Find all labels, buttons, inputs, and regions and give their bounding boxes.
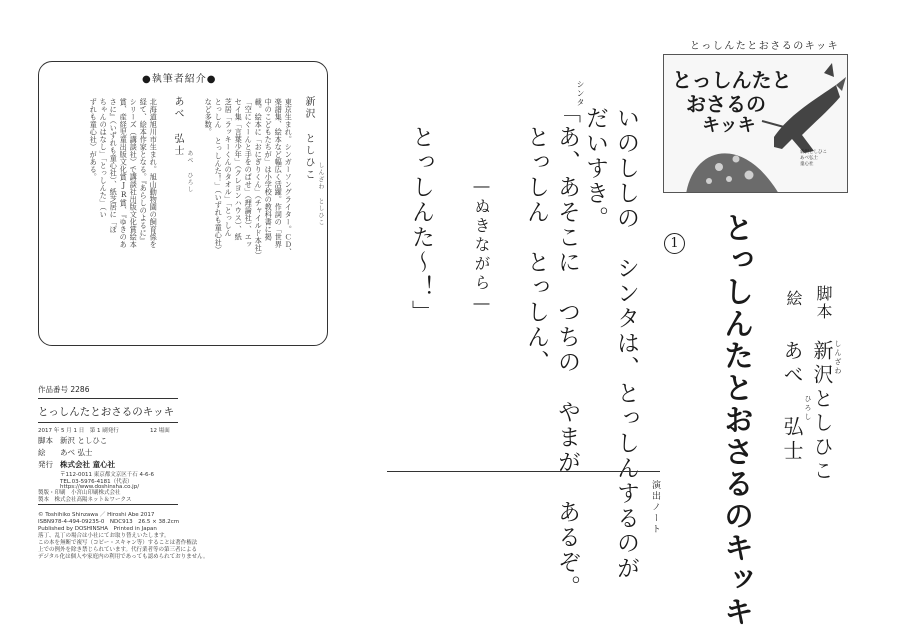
art-author: あべ 弘士 [780, 340, 804, 464]
writer-bio-line: セイ集「言葉少年」（クレヨンハウス）、紙 [234, 98, 244, 241]
art-author-ruby: ひろし [804, 395, 812, 422]
production-line: 製版・印刷 小宮山印刷株式会社 [38, 490, 121, 496]
writer-bio-line: 「空にぐーんと手をのばせ」（理論社）、エッ [244, 98, 254, 249]
script-line-6: とっしんた〜！」 [408, 100, 434, 325]
cover-credit-line: 童心社 [800, 162, 814, 167]
script-line-3: 「あ、あそこに つちの やまが あるぞ。 [554, 100, 580, 600]
address-line: 〒112-0011 東京都文京区千石 4-6-6 [60, 472, 154, 478]
scene-number-badge: 1 [664, 233, 685, 254]
colophon-title: とっしんたとおさるのキッキ [38, 406, 175, 418]
direction-note-label: 演出ノート [650, 480, 660, 535]
illustrator-bio-line: シリーズ（講談社）で講談社出版文化賞絵本 [129, 98, 139, 248]
script-line-1: いのししの シンタは、とっしんするのが [613, 106, 639, 581]
cover-credit-line: あべ弘士 [800, 156, 818, 161]
work-number: 作品番号 2286 [38, 385, 90, 394]
illustrator-bio-line: 経て、絵本作家となる。『あらしのよるに』 [139, 98, 149, 245]
colophon-art-label: 絵 [38, 448, 46, 457]
writer-name: 新沢 としひこ [303, 96, 314, 181]
cover-credit-line: 新沢としひこ [800, 150, 827, 155]
isbn-line: ISBN978-4-494-09235-0 NDC913 26.5 × 38.2cm [38, 519, 180, 525]
writer-bio-line: 東京生まれ。シンガーソングライター。ＣＤ、 [284, 98, 294, 256]
script-label: 脚本 [814, 285, 833, 321]
cover-title-line-2: おさるの [686, 92, 766, 116]
script-author: 新沢としひこ [810, 340, 834, 484]
address-line: https://www.doshinsha.co.jp/ [60, 484, 140, 490]
writer-bio-line: とっしん とっしんた！」（いずれも童心社） [214, 98, 224, 254]
script-line-2: だいすき。 [582, 106, 608, 231]
script-author-ruby: しんざわ [834, 340, 842, 376]
colophon-rule [38, 398, 178, 399]
address-line: TEL.03-5976-4181（代表） [60, 479, 133, 485]
illustrator-name-ruby: あべ ひろし [186, 150, 193, 193]
illustrator-bio-line: ずれも童心社）がある。 [89, 98, 99, 181]
writer-bio-line: 芝居「ラッキーくんのタオル」「とっしん [224, 98, 234, 237]
stage-direction: ―ぬきながら― [472, 176, 491, 315]
shinta-ruby: シンタ [576, 80, 585, 107]
illustrator-bio-line: 北海道旭川市生まれ。旭山動物園の飼育係を [149, 98, 159, 248]
published-line: Published by DOSHINSHA Printed in Japan [38, 526, 157, 532]
writer-bio-line: 楽譜集、絵本など幅広く活躍。作詞の「世界 [274, 98, 284, 248]
illustrator-bio-line: 賞、産経児童出版文化賞JR賞、『ゆきのあ [119, 98, 129, 248]
colophon-art-name: あべ 弘士 [60, 448, 93, 457]
cover-title-line-1: とっしんたと [672, 68, 792, 92]
colophon-script-name: 新沢 としひこ [60, 436, 108, 445]
publish-date: 2017 年 5 月 1 日 第 1 刷発行 [38, 428, 119, 434]
direction-divider [387, 471, 660, 472]
writer-bio-line: 載。絵本に「おにぎりくん」（チャイルド本社） [254, 98, 264, 260]
writer-bio-line: など多数。 [204, 98, 214, 136]
boar-icon [774, 85, 840, 153]
art-label: 絵 [784, 290, 803, 308]
notice-line: 落丁、乱丁の場合は小社にてお取り替えいたします。 [38, 533, 170, 539]
writer-name-ruby: しんざわ としひこ [317, 162, 324, 226]
author-intro-title: ●執筆者紹介● [142, 74, 217, 85]
illustrator-name: あべ 弘士 [172, 96, 183, 157]
cover-caption: とっしんたとおさるのキッキ [690, 41, 840, 52]
notice-line: デジタル化は個人や家庭内の利用であっても認められておりません。 [38, 554, 209, 560]
scene-count: 12 場面 [150, 428, 170, 434]
copyright-line: © Toshihiko Shinzawa ／ Hiroshi Abe 2017 [38, 512, 155, 518]
colophon-rule [38, 422, 178, 423]
dirt-mound-icon [686, 153, 779, 193]
colophon-rule [38, 504, 178, 505]
notice-line: この本を無断で複写（コピー・スキャン等）することは著作権法 [38, 540, 198, 546]
production-line: 製本 株式会社高陽ネット＆ワークス [38, 497, 132, 503]
illustrator-bio-line: さに』（いずれも童心社）、紙芝居に「ぽ [109, 98, 119, 234]
illustrator-bio-line: ちゃんのはなし」「とっしんた」（い [99, 98, 109, 219]
cover-credits [800, 150, 827, 168]
script-line-4: とっしん とっしん、 [523, 100, 549, 375]
notice-line: 上での例外を除き禁じられています。代行業者等の第三者による [38, 547, 198, 553]
writer-bio-line: 中のこどもたちが」は小学校の教科書に掲 [264, 98, 274, 241]
colophon-script-label: 脚本 [38, 436, 53, 445]
colophon-publisher-name: 株式会社 童心社 [60, 460, 116, 469]
cover-title-line-3: キッキ [702, 115, 756, 136]
colophon-publisher-label: 発行 [38, 460, 53, 469]
main-title: とっしんたとおさるのキッキ [718, 212, 753, 628]
